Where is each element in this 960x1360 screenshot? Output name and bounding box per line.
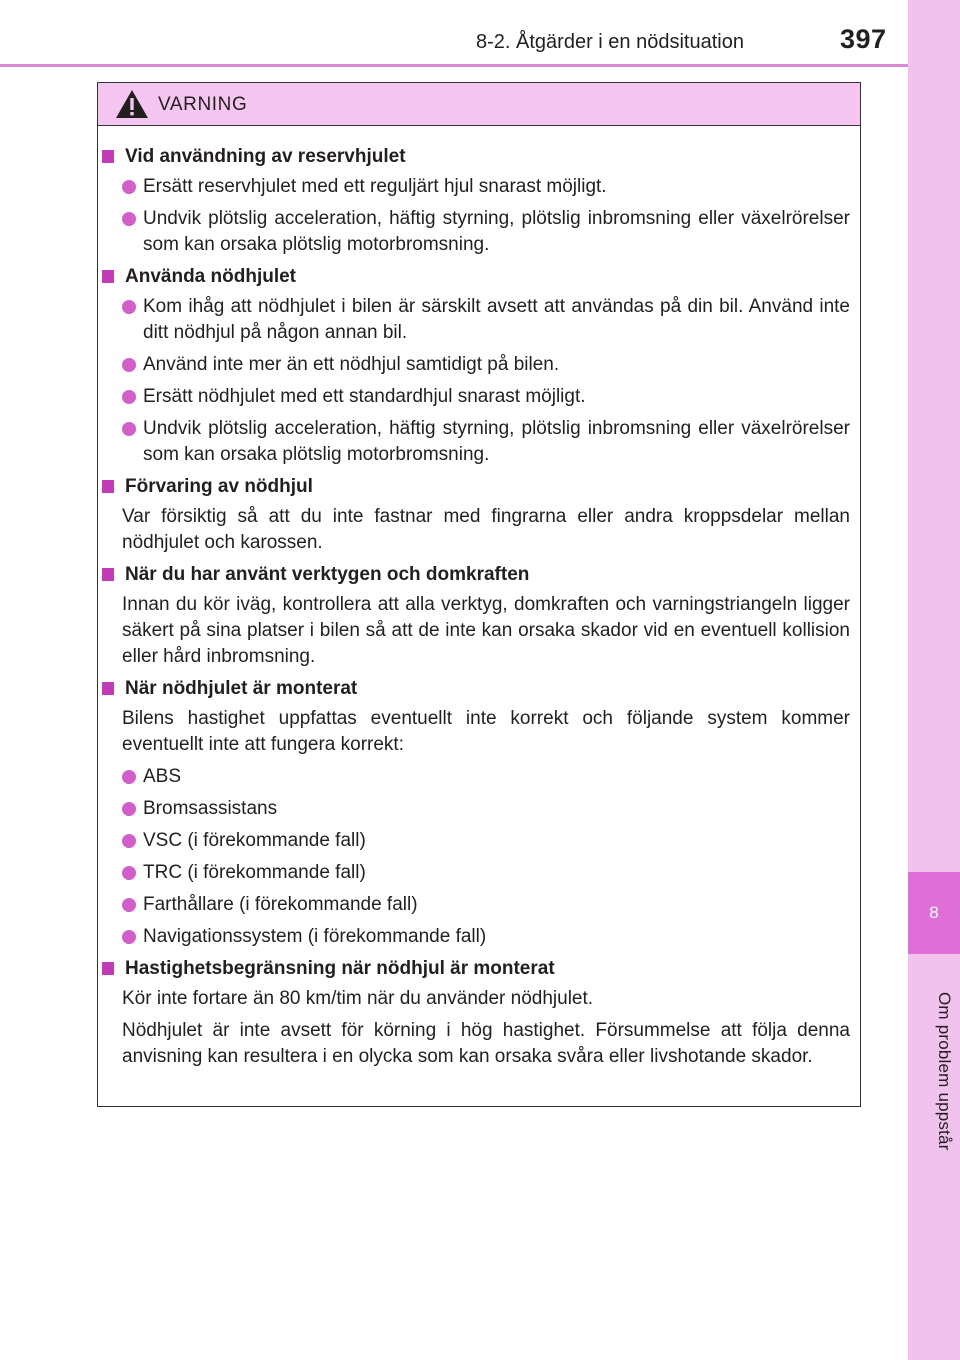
round-bullet-icon bbox=[122, 834, 136, 848]
list-item: Kom ihåg att nödhjulet i bilen är särskilt avsett att användas på din bil. Använd inte ditt nödhjul på någon annan bil. bbox=[98, 294, 850, 346]
section-paragraph: Bilens hastighet uppfattas eventuellt inte korrekt och följande system kommer eventuellt inte att fungera korrekt: bbox=[122, 708, 850, 755]
list-item: Använd inte mer än ett nödhjul samtidigt på bilen. bbox=[98, 352, 850, 378]
section-paragraph: Nödhjulet är inte avsett för körning i hög hastighet. Försummelse att följa denna anvisning kan resultera i en olycka som kan orsaka svåra eller livshotande skador. bbox=[122, 1020, 850, 1067]
section-paragraph: Var försiktig så att du inte fastnar med fingrarna eller andra kroppsdelar mellan nödhjulet och karossen. bbox=[122, 506, 850, 553]
list-item: Ersätt reservhjulet med ett reguljärt hjul snarast möjligt. bbox=[98, 174, 850, 200]
round-bullet-icon bbox=[122, 358, 136, 372]
section-heading: När nödhjulet är monterat bbox=[98, 676, 850, 701]
round-bullet-icon bbox=[122, 390, 136, 404]
round-bullet-icon bbox=[122, 300, 136, 314]
warning-title: VARNING bbox=[158, 94, 248, 115]
square-bullet-icon bbox=[102, 270, 114, 283]
list-item: Ersätt nödhjulet med ett standardhjul snarast möjligt. bbox=[98, 384, 850, 410]
warning-header bbox=[98, 83, 860, 126]
section-heading: Vid användning av reservhjulet bbox=[98, 144, 850, 169]
square-bullet-icon bbox=[102, 480, 114, 493]
round-bullet-icon bbox=[122, 898, 136, 912]
warning-section bbox=[98, 676, 850, 950]
round-bullet-icon bbox=[122, 930, 136, 944]
section-heading: Förvaring av nödhjul bbox=[98, 474, 850, 499]
chapter-number-tab: 8 bbox=[908, 872, 960, 954]
square-bullet-icon bbox=[102, 682, 114, 695]
round-bullet-icon bbox=[122, 770, 136, 784]
round-bullet-icon bbox=[122, 180, 136, 194]
list-item: TRC (i förekommande fall) bbox=[98, 860, 850, 886]
section-heading: Hastighetsbegränsning när nödhjul är monterat bbox=[98, 956, 850, 981]
section-heading: När du har använt verktygen och domkraften bbox=[98, 562, 850, 587]
section-paragraph: Innan du kör iväg, kontrollera att alla verktyg, domkraften och varningstriangeln ligger säkert på sina platser i bilen så att de inte kan orsaka skador vid en eventuell kollision eller hård inbromsning. bbox=[122, 594, 850, 667]
warning-section bbox=[98, 144, 850, 258]
warning-content bbox=[98, 126, 860, 1070]
warning-section bbox=[98, 474, 850, 556]
list-item: Navigationssystem (i förekommande fall) bbox=[98, 924, 850, 950]
round-bullet-icon bbox=[122, 802, 136, 816]
warning-box bbox=[97, 82, 861, 1107]
round-bullet-icon bbox=[122, 866, 136, 880]
square-bullet-icon bbox=[102, 962, 114, 975]
header-rule bbox=[0, 64, 908, 67]
list-item: Farthållare (i förekommande fall) bbox=[98, 892, 850, 918]
square-bullet-icon bbox=[102, 568, 114, 581]
section-heading: Använda nödhjulet bbox=[98, 264, 850, 289]
round-bullet-icon bbox=[122, 422, 136, 436]
list-item: VSC (i förekommande fall) bbox=[98, 828, 850, 854]
list-item: Undvik plötslig acceleration, häftig styrning, plötslig inbromsning eller växelrörelser som kan orsaka plötslig motorbromsning. bbox=[98, 206, 850, 258]
square-bullet-icon bbox=[102, 150, 114, 163]
warning-section bbox=[98, 264, 850, 468]
page-number: 397 bbox=[840, 24, 887, 54]
list-item: ABS bbox=[98, 764, 850, 790]
warning-section bbox=[98, 562, 850, 670]
list-item: Undvik plötslig acceleration, häftig styrning, plötslig inbromsning eller växelrörelser som kan orsaka plötslig motorbromsning. bbox=[98, 416, 850, 468]
warning-section bbox=[98, 956, 850, 1070]
list-item: Bromsassistans bbox=[98, 796, 850, 822]
warning-triangle-icon bbox=[115, 89, 149, 119]
section-paragraph: Kör inte fortare än 80 km/tim när du använder nödhjulet. bbox=[122, 988, 594, 1009]
section-title: 8-2. Åtgärder i en nödsituation bbox=[476, 31, 744, 53]
round-bullet-icon bbox=[122, 212, 136, 226]
chapter-title-tab: Om problem uppstår bbox=[935, 991, 954, 1151]
